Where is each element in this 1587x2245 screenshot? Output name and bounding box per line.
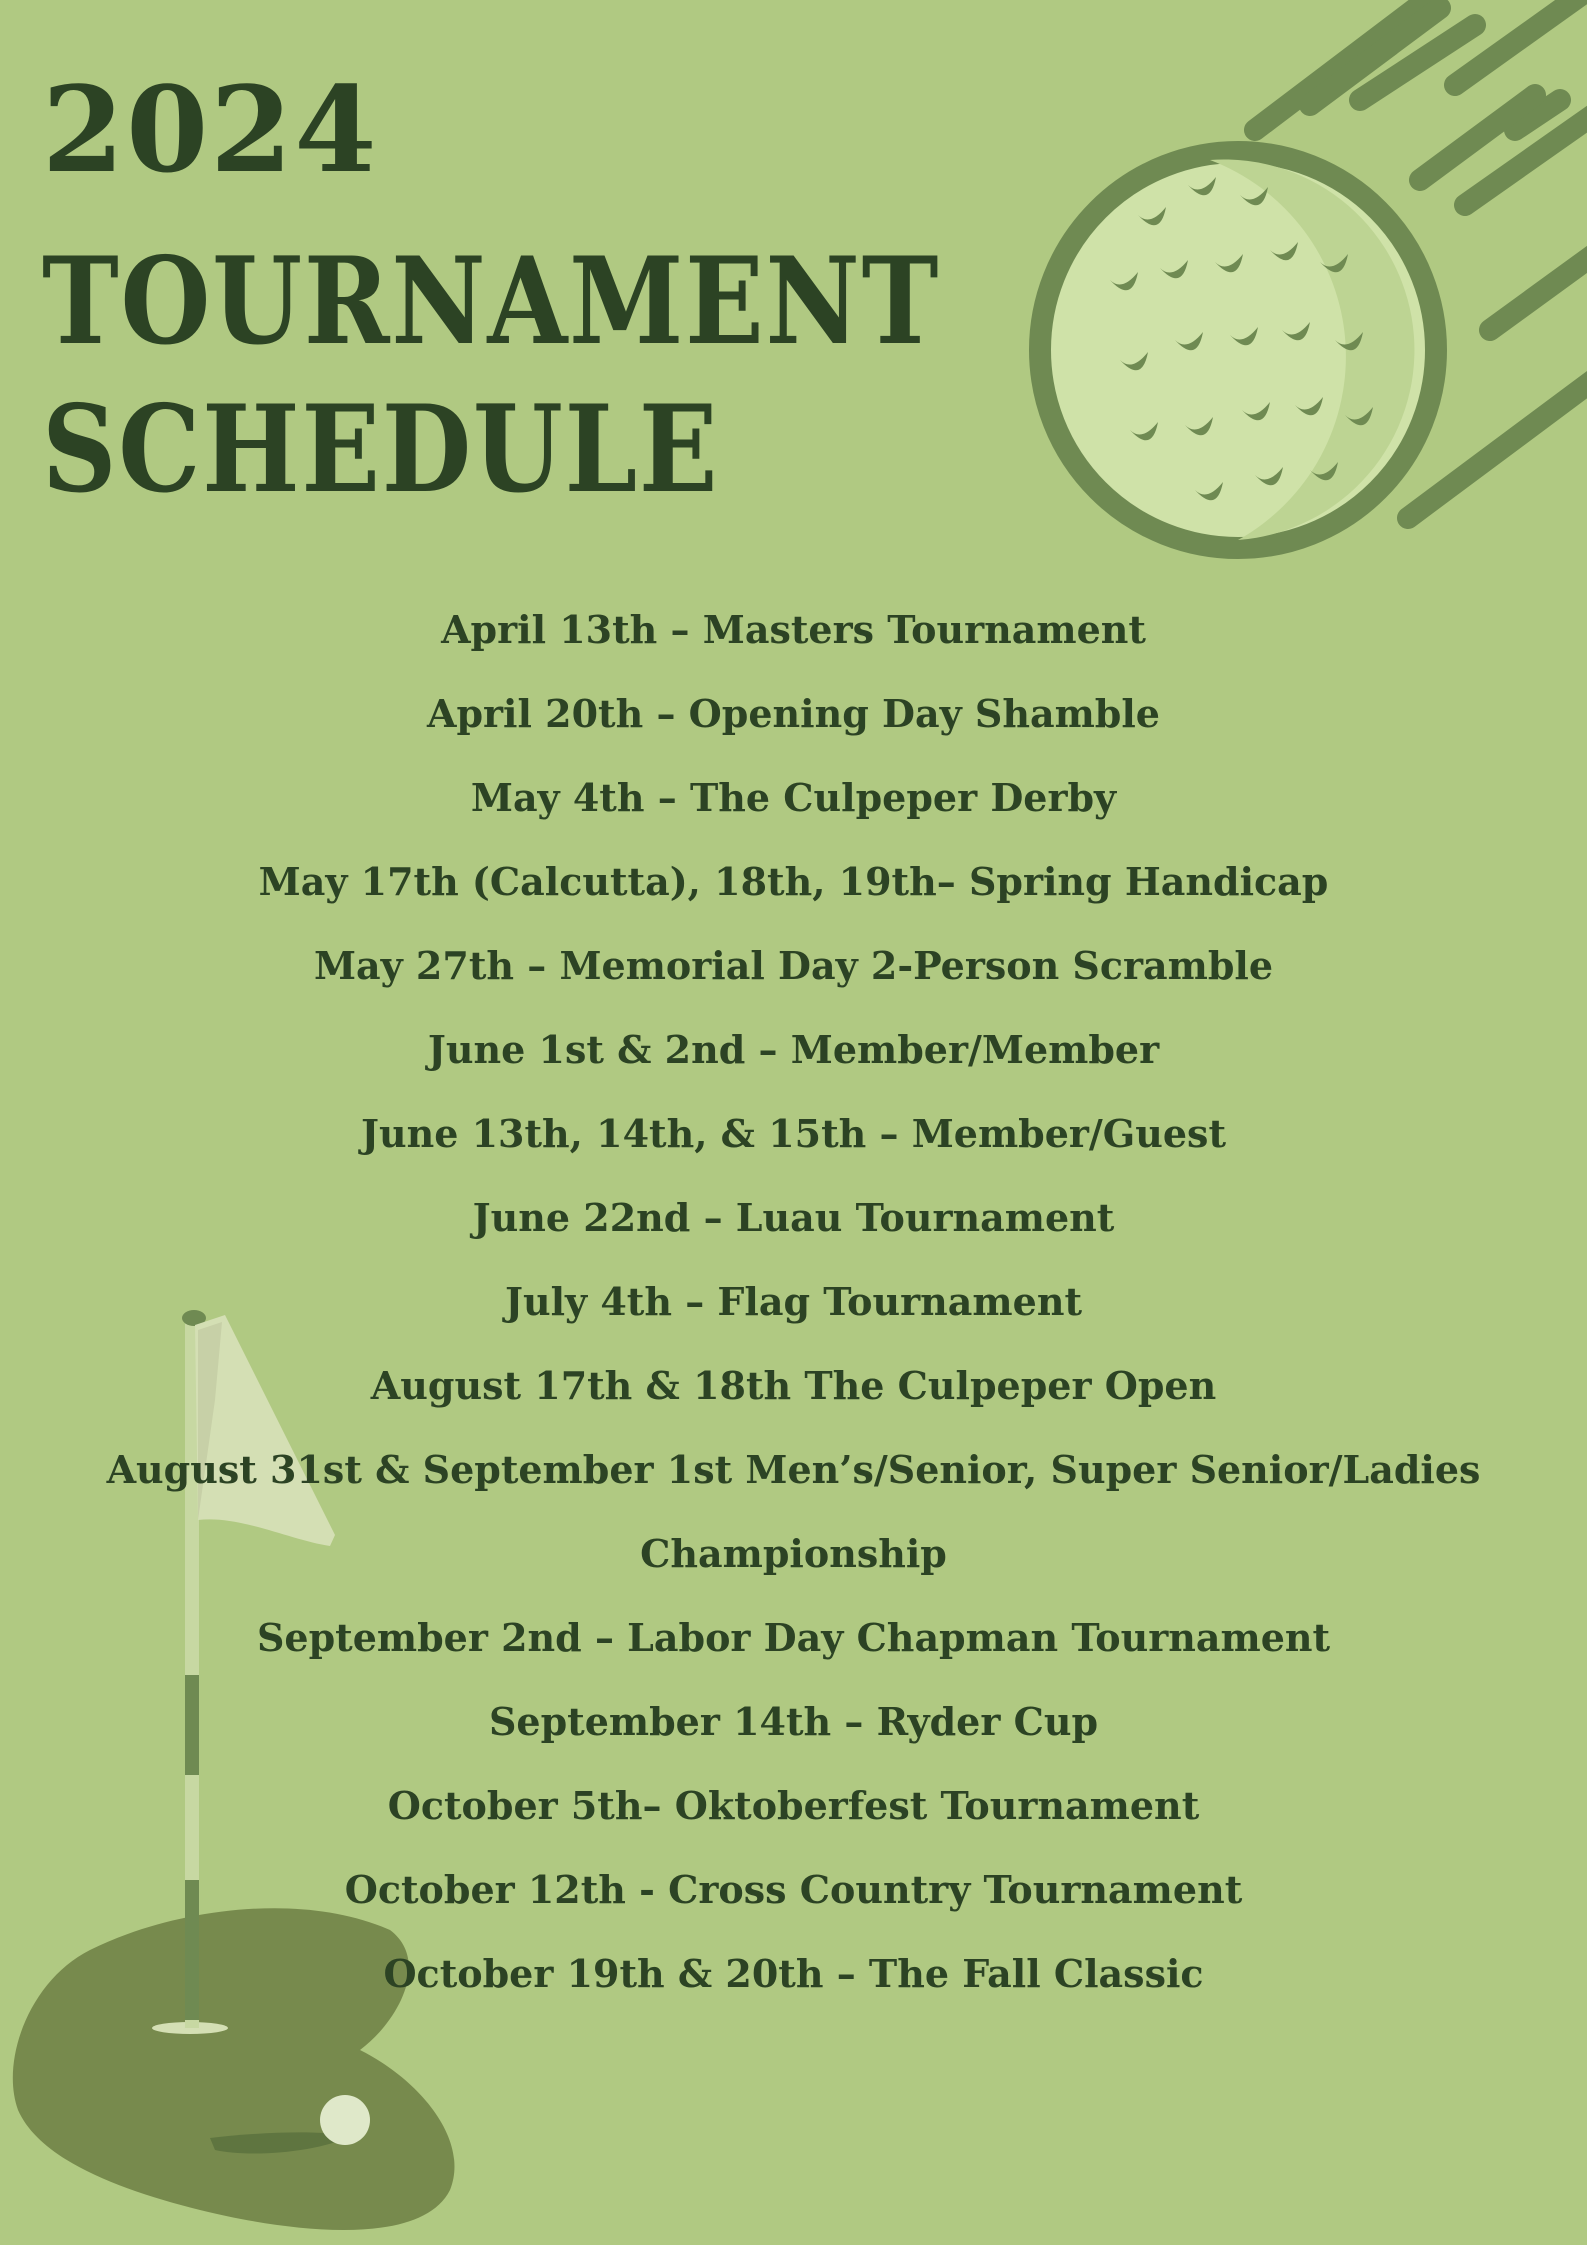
- schedule-item: September 14th – Ryder Cup: [488, 1699, 1099, 1744]
- schedule-item: May 4th – The Culpeper Derby: [470, 775, 1117, 820]
- schedule-item: May 17th (Calcutta), 18th, 19th– Spring Handicap: [258, 859, 1329, 904]
- schedule-item: April 13th – Masters Tournament: [441, 607, 1146, 652]
- schedule-item: July 4th – Flag Tournament: [505, 1279, 1082, 1324]
- schedule-item: October 19th & 20th – The Fall Classic: [383, 1951, 1204, 1996]
- tournament-schedule-list: [100, 588, 1487, 2016]
- schedule-item: August 31st & September 1st Men’s/Senior, Super Senior/Ladies Championship: [106, 1447, 1481, 1576]
- title-schedule: SCHEDULE: [42, 379, 720, 520]
- title-tournament: TOURNAMENT: [42, 231, 941, 372]
- schedule-item: October 5th– Oktoberfest Tournament: [387, 1783, 1200, 1828]
- schedule-item: October 12th - Cross Country Tournament: [344, 1867, 1243, 1912]
- schedule-item: June 22nd – Luau Tournament: [472, 1195, 1115, 1240]
- schedule-item: June 13th, 14th, & 15th – Member/Guest: [360, 1111, 1227, 1156]
- schedule-item: September 2nd – Labor Day Chapman Tournament: [256, 1615, 1331, 1660]
- schedule-item: May 27th – Memorial Day 2-Person Scramble: [313, 943, 1274, 988]
- schedule-item: April 20th – Opening Day Shamble: [426, 691, 1160, 736]
- golf-ball-icon: [1010, 0, 1587, 580]
- schedule-item: June 1st & 2nd – Member/Member: [427, 1027, 1160, 1072]
- title-year: 2024: [42, 60, 379, 199]
- schedule-item: August 17th & 18th The Culpeper Open: [370, 1363, 1217, 1408]
